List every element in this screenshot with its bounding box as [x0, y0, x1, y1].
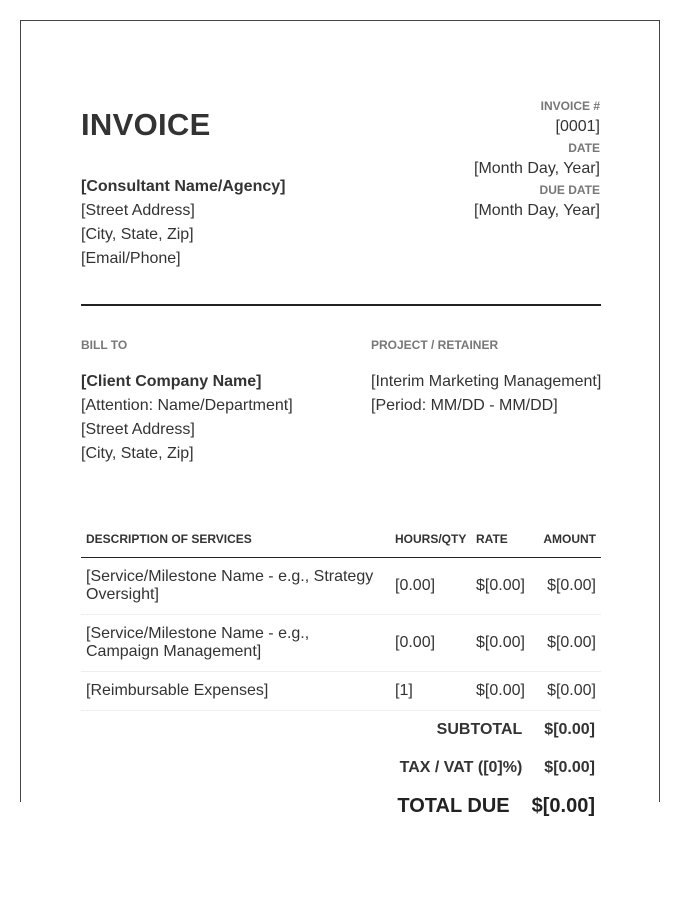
amount-header: AMOUNT [533, 521, 601, 558]
client-street: [Street Address] [81, 421, 195, 438]
tax-label: TAX / VAT ([0]%) [399, 759, 523, 776]
client-company-name: [Client Company Name] [81, 373, 262, 390]
project-name: [Interim Marketing Management] [371, 373, 602, 390]
total-due-row [397, 787, 595, 825]
service-amount: $[0.00] [533, 615, 601, 672]
service-description: [Service/Milestone Name - e.g., Strategy Oversight] [81, 558, 390, 615]
service-qty: [0.00] [390, 558, 471, 615]
bill-to-block [81, 370, 293, 466]
service-rate: $[0.00] [471, 558, 533, 615]
client-city: [City, State, Zip] [81, 445, 194, 462]
subtotal-value: $[0.00] [544, 721, 595, 738]
bill-to-label: BILL TO [81, 338, 128, 352]
services-table [81, 521, 601, 711]
invoice-number-value: [0001] [555, 118, 600, 135]
date-value: [Month Day, Year] [474, 160, 600, 177]
total-due-label: TOTAL DUE [397, 794, 510, 817]
header-divider [81, 304, 601, 306]
rate-header: RATE [471, 521, 533, 558]
service-rate: $[0.00] [471, 615, 533, 672]
hours-qty-header: HOURS/QTY [390, 521, 471, 558]
description-header: DESCRIPTION OF SERVICES [81, 521, 390, 558]
service-description: [Service/Milestone Name - e.g., Campaign Management] [81, 615, 390, 672]
sender-contact: [Email/Phone] [81, 250, 181, 267]
tax-row [397, 749, 595, 787]
table-header-row [81, 521, 601, 558]
table-row [81, 672, 601, 711]
client-attention: [Attention: Name/Department] [81, 397, 293, 414]
service-amount: $[0.00] [533, 672, 601, 711]
service-amount: $[0.00] [533, 558, 601, 615]
service-qty: [1] [390, 672, 471, 711]
invoice-number-label: INVOICE # [540, 99, 600, 113]
invoice-page [20, 20, 660, 817]
subtotal-row [397, 711, 595, 749]
sender-block [81, 175, 285, 271]
sender-street: [Street Address] [81, 202, 195, 219]
totals-block [397, 711, 595, 825]
tax-value: $[0.00] [544, 759, 595, 776]
table-row [81, 615, 601, 672]
service-description: [Reimbursable Expenses] [81, 672, 390, 711]
due-date-label: DUE DATE [539, 183, 600, 197]
project-period: [Period: MM/DD - MM/DD] [371, 397, 558, 414]
date-label: DATE [568, 141, 600, 155]
invoice-title: INVOICE [81, 107, 211, 142]
project-label: PROJECT / RETAINER [371, 338, 499, 352]
due-date-value: [Month Day, Year] [474, 202, 600, 219]
consultant-name: [Consultant Name/Agency] [81, 178, 286, 195]
service-rate: $[0.00] [471, 672, 533, 711]
subtotal-label: SUBTOTAL [436, 721, 523, 738]
sender-city: [City, State, Zip] [81, 226, 194, 243]
total-due-value: $[0.00] [531, 794, 595, 817]
project-block [371, 370, 601, 418]
invoice-meta [474, 99, 600, 225]
service-qty: [0.00] [390, 615, 471, 672]
table-row [81, 558, 601, 615]
